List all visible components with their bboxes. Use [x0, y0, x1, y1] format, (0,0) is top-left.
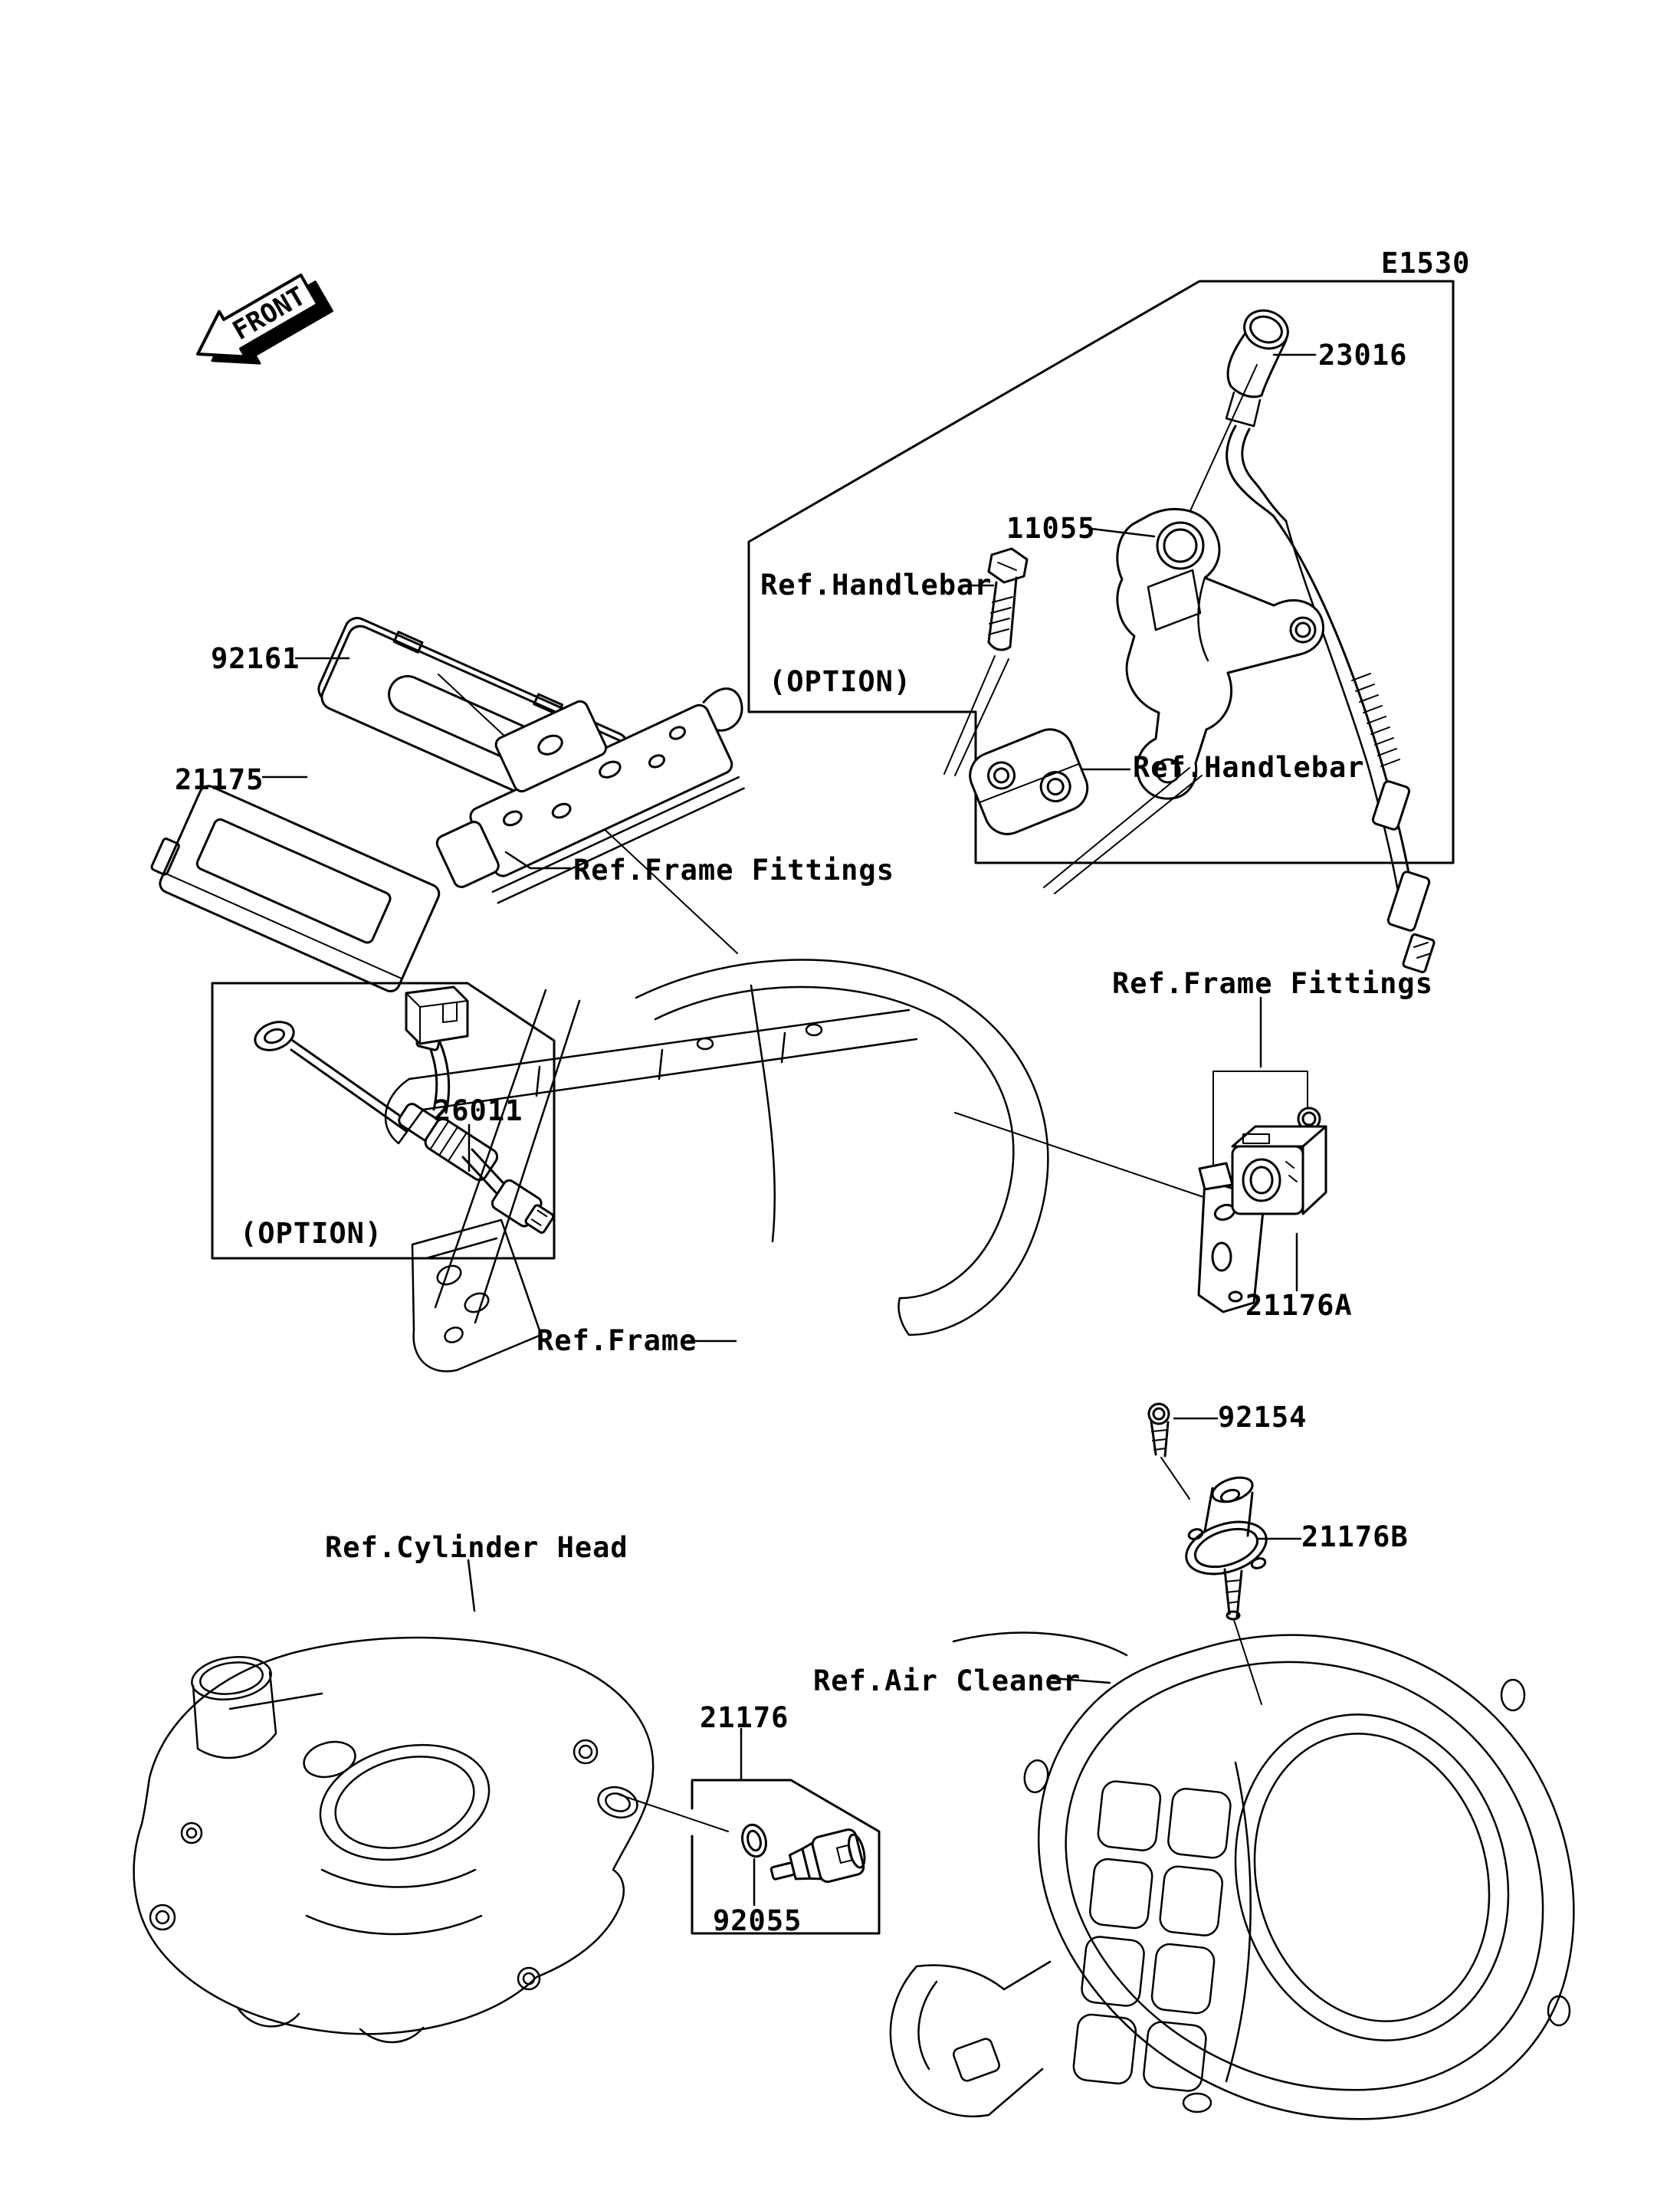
cylinder-head-drawing [134, 1638, 654, 2042]
option-label-bottom: (OPTION) [240, 1217, 383, 1250]
part-label-21175: 21175 [175, 763, 264, 796]
option-label-top: (OPTION) [769, 665, 912, 698]
air-cleaner-drawing [891, 1633, 1574, 2120]
part-label-21176: 21176 [700, 1701, 789, 1734]
water-temp-sensor-drawing [766, 1827, 869, 1894]
frame-drawing [386, 959, 1203, 1371]
diagram-code-label: E1530 [1381, 247, 1471, 280]
ref-label-air-cleaner: Ref.Air Cleaner [813, 1664, 1081, 1697]
part-label-21176b: 21176B [1301, 1520, 1409, 1553]
part-label-92055: 92055 [713, 1904, 802, 1937]
ref-label-handlebar-top: Ref.Handlebar [760, 569, 993, 602]
part-label-26011: 26011 [434, 1094, 523, 1127]
front-direction-arrow-icon [185, 263, 336, 389]
bracket-11055-drawing [1044, 509, 1323, 894]
o-ring-drawing [739, 1822, 769, 1859]
part-label-92161: 92161 [211, 642, 300, 675]
part-label-92154: 92154 [1218, 1401, 1308, 1434]
front-arrow-label: FRONT [227, 280, 311, 347]
handlebar-clamp-drawing [963, 723, 1094, 841]
part-label-21176a: 21176A [1245, 1289, 1353, 1322]
ref-label-cylinder-head: Ref.Cylinder Head [325, 1531, 628, 1564]
ref-label-handlebar-bottom: Ref.Handlebar [1133, 751, 1365, 784]
sensor-21176a-drawing [1232, 1126, 1326, 1214]
ref-label-frame: Ref.Frame [536, 1324, 697, 1357]
ecu-21175-drawing [145, 778, 442, 995]
ref-label-frame-fittings-right: Ref.Frame Fittings [1112, 967, 1433, 1000]
part-label-11055: 11055 [1006, 512, 1096, 545]
part-label-23016: 23016 [1318, 339, 1408, 372]
ref-label-frame-fittings-left: Ref.Frame Fittings [573, 854, 894, 887]
